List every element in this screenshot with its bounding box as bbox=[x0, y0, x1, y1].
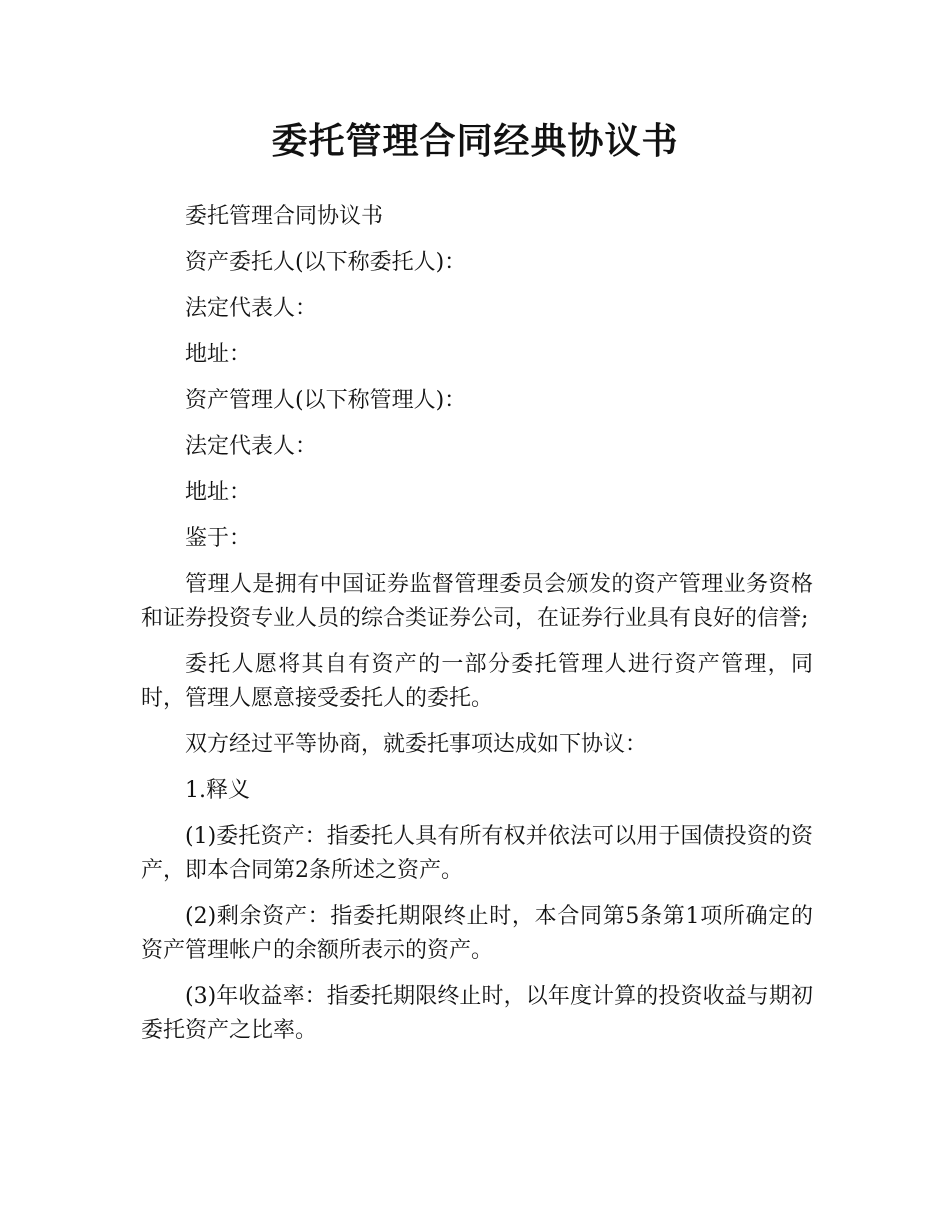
section-heading-definitions: 1.释义 bbox=[185, 778, 250, 803]
paragraph-entrustment-intent: 委托人愿将其自有资产的一部分委托管理人进行资产管理，同时，管理人愿意接受委托人的委托。 bbox=[141, 652, 813, 711]
paragraph-heading: 委托管理合同协议书 bbox=[185, 204, 384, 229]
paragraph-manager-qualification: 管理人是拥有中国证券监督管理委员会颁发的资产管理业务资格和证券投资专业人员的综合类证券公司，在证券行业具有良好的信誉; bbox=[141, 572, 813, 631]
paragraph-principal: 资产委托人(以下称委托人)： bbox=[185, 250, 467, 275]
definition-entrusted-assets: (1)委托资产：指委托人具有所有权并依法可以用于国债投资的资产，即本合同第2条所述之资产。 bbox=[141, 824, 813, 883]
paragraph-principal-address: 地址： bbox=[185, 342, 252, 367]
paragraph-manager-representative: 法定代表人： bbox=[185, 434, 318, 459]
paragraph-manager-address: 地址： bbox=[185, 480, 252, 505]
paragraph-principal-representative: 法定代表人： bbox=[185, 296, 318, 321]
document-body bbox=[141, 200, 813, 1060]
document-title: 委托管理合同经典协议书 bbox=[271, 121, 679, 162]
paragraph-whereas: 鉴于： bbox=[185, 526, 252, 551]
paragraph-manager: 资产管理人(以下称管理人)： bbox=[185, 388, 467, 413]
definition-remaining-assets: (2)剩余资产：指委托期限终止时，本合同第5条第1项所确定的资产管理帐户的余额所表示的资产。 bbox=[141, 904, 813, 963]
paragraph-agreement-intro: 双方经过平等协商，就委托事项达成如下协议： bbox=[185, 732, 648, 757]
definition-annual-return-rate: (3)年收益率：指委托期限终止时，以年度计算的投资收益与期初委托资产之比率。 bbox=[141, 984, 813, 1043]
